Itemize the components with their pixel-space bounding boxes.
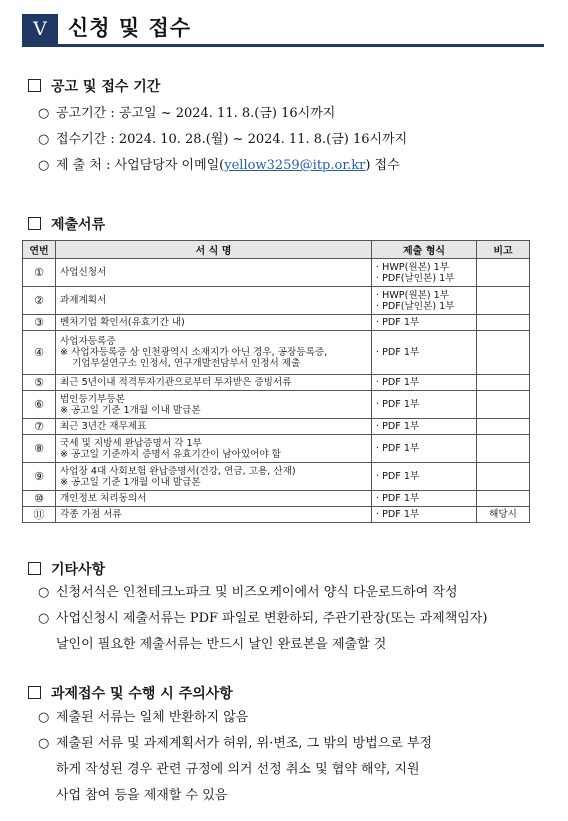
row-number: ③	[23, 315, 56, 331]
row-number: ④	[23, 331, 56, 375]
row-note	[477, 315, 530, 331]
column-header-note: 비고	[477, 241, 530, 259]
row-number: ①	[23, 259, 56, 287]
circle-bullet-icon: ○	[38, 106, 50, 121]
row-doc-name: 최근 5년이내 적격투자기관으로부터 투자받은 증빙서류	[56, 375, 372, 391]
chapter-number: V	[22, 14, 58, 44]
row-format: · PDF 1부	[372, 315, 477, 331]
row-format: · PDF 1부	[372, 419, 477, 435]
table-row	[23, 287, 530, 315]
table-row	[23, 491, 530, 507]
contact-email-link[interactable]: yellow3259@itp.or.kr	[224, 158, 366, 173]
row-number: ⑪	[23, 507, 56, 523]
table-row	[23, 463, 530, 491]
row-doc-name: 사업장 4대 사회보험 완납증명서(건강, 연금, 고용, 산재) ※ 공고일 기준 1개월 이내 발급본	[56, 463, 372, 491]
row-note	[477, 331, 530, 375]
row-doc-name: 벤처기업 확인서(유효기간 내)	[56, 315, 372, 331]
table-row	[23, 375, 530, 391]
row-format: · PDF 1부	[372, 331, 477, 375]
circle-bullet-icon: ○	[38, 611, 50, 626]
row-doc-name: 법인등기부등본 ※ 공고일 기준 1개월 이내 발급본	[56, 391, 372, 419]
row-number: ⑧	[23, 435, 56, 463]
row-note	[477, 435, 530, 463]
chapter-header	[22, 14, 544, 48]
chapter-title: 신청 및 접수	[68, 16, 192, 40]
circle-bullet-icon: ○	[38, 710, 50, 725]
row-note	[477, 287, 530, 315]
row-doc-name: 사업신청서	[56, 259, 372, 287]
circle-bullet-icon: ○	[38, 736, 50, 751]
table-row	[23, 419, 530, 435]
section-announce-heading: 공고 및 접수 기간	[28, 76, 160, 96]
row-number: ⑦	[23, 419, 56, 435]
misc-item-forms: ○ 신청서식은 인천테크노파크 및 비즈오케이에서 양식 다운로드하여 작성	[38, 580, 548, 606]
row-doc-name: 과제계획서	[56, 287, 372, 315]
row-doc-name: 최근 3년간 재무제표	[56, 419, 372, 435]
caution-item-no-return: ○ 제출된 서류는 일체 반환하지 않음	[38, 705, 548, 731]
row-note	[477, 259, 530, 287]
checkbox-square-icon	[28, 217, 41, 230]
checkbox-square-icon	[28, 686, 41, 699]
table-row	[23, 259, 530, 287]
announce-item-receipt: ○ 접수기간 : 2024. 10. 28.(월) ~ 2024. 11. 8.(금) 16시까지	[38, 132, 408, 147]
table-header-row	[23, 241, 530, 259]
row-number: ②	[23, 287, 56, 315]
section-caution-heading: 과제접수 및 수행 시 주의사항	[28, 683, 233, 703]
row-note	[477, 391, 530, 419]
announce-item-submit-to: ○ 제 출 처 : 사업담당자 이메일(yellow3259@itp.or.kr) 접수	[38, 158, 400, 173]
row-doc-name: 개인정보 처리동의서	[56, 491, 372, 507]
row-note	[477, 419, 530, 435]
row-doc-name: 국세 및 지방세 완납증명서 각 1부 ※ 공고일 기준까지 증명서 유효기간이 남아있어야 함	[56, 435, 372, 463]
row-note	[477, 491, 530, 507]
checkbox-square-icon	[28, 79, 41, 92]
row-doc-name: 사업자등록증 ※ 사업자등록증 상 인천광역시 소재지가 아닌 경우, 공장등록증, 기업부설연구소 인정서, 연구개발전담부서 인정서 제출	[56, 331, 372, 375]
row-note: 해당시	[477, 507, 530, 523]
row-note	[477, 463, 530, 491]
circle-bullet-icon: ○	[38, 132, 50, 147]
row-doc-name: 각종 가점 서류	[56, 507, 372, 523]
checkbox-square-icon	[28, 562, 41, 575]
row-format: · PDF 1부	[372, 391, 477, 419]
table-row	[23, 435, 530, 463]
column-header-no: 연번	[23, 241, 56, 259]
documents-table	[22, 240, 530, 523]
caution-item-sanction: ○ 제출된 서류 및 과제계획서가 허위, 위·변조, 그 밖의 방법으로 부정 하게 작성된 경우 관련 규정에 의거 선정 취소 및 협약 해약, 지원 사업 참여 등을 제재할 수 있음	[38, 731, 548, 809]
table-row	[23, 391, 530, 419]
row-number: ⑩	[23, 491, 56, 507]
section-documents-heading: 제출서류	[28, 214, 105, 234]
table-row	[23, 315, 530, 331]
row-number: ⑤	[23, 375, 56, 391]
row-number: ⑨	[23, 463, 56, 491]
chapter-underline	[22, 44, 544, 47]
circle-bullet-icon: ○	[38, 585, 50, 600]
row-format: · PDF 1부	[372, 375, 477, 391]
column-header-format: 제출 형식	[372, 241, 477, 259]
row-format: · HWP(원본) 1부 · PDF(날인본) 1부	[372, 287, 477, 315]
row-format: · PDF 1부	[372, 463, 477, 491]
misc-item-pdf: ○ 사업신청시 제출서류는 PDF 파일로 변환하되, 주관기관장(또는 과제책임자) 날인이 필요한 제출서류는 반드시 날인 완료본을 제출할 것	[38, 606, 548, 658]
section-misc-heading: 기타사항	[28, 559, 105, 579]
row-format: · PDF 1부	[372, 435, 477, 463]
circle-bullet-icon: ○	[38, 158, 50, 173]
announce-item-period: ○ 공고기간 : 공고일 ~ 2024. 11. 8.(금) 16시까지	[38, 106, 336, 121]
row-note	[477, 375, 530, 391]
table-row	[23, 507, 530, 523]
row-format: · HWP(원본) 1부 · PDF(날인본) 1부	[372, 259, 477, 287]
row-format: · PDF 1부	[372, 491, 477, 507]
row-format: · PDF 1부	[372, 507, 477, 523]
column-header-name: 서 식 명	[56, 241, 372, 259]
table-row	[23, 331, 530, 375]
row-number: ⑥	[23, 391, 56, 419]
